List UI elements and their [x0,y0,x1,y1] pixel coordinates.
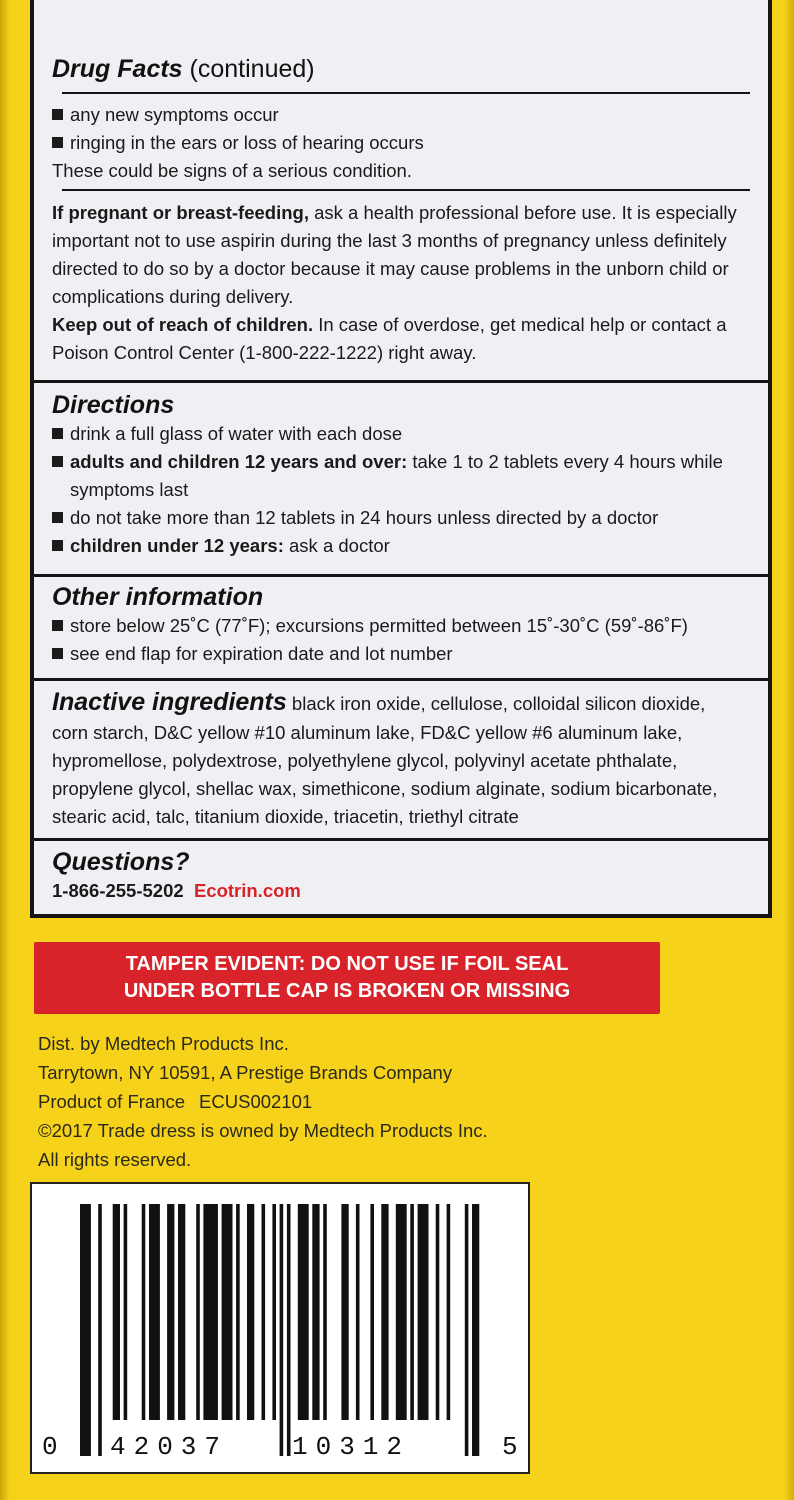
bullet-square-icon [52,428,63,439]
barcode-bar [149,1204,160,1420]
drug-facts-title-suffix: (continued) [189,55,315,83]
origin-text: Product of France [38,1091,186,1112]
ingredient-text: black iron oxide, cellulose, colloidal silicon dioxide, [286,693,706,714]
list-item [52,101,750,129]
barcode-bar [356,1204,360,1420]
list-item [52,504,750,532]
drug-facts-panel [30,0,772,918]
distribution-info [38,1029,488,1174]
divider [62,92,750,94]
barcode-bar [98,1204,102,1456]
drug-facts-title-text: Drug Facts [52,55,183,83]
barcode-bar [124,1204,128,1420]
text-span: ask a health professional before use. It is especially [308,202,737,223]
section-divider [34,574,768,577]
barcode-bar [272,1204,276,1420]
directions-section [52,390,750,560]
section-divider [34,678,768,681]
drug-facts-title [52,54,750,84]
barcode-bar [298,1204,309,1420]
info-text: see end flap for expiration date and lot number [70,643,453,664]
other-info-section [52,582,750,668]
barcode-bar [142,1204,146,1420]
barcode-bar [410,1204,414,1420]
inactive-ingredients-title: Inactive ingredients [52,688,287,716]
dist-line: All rights reserved. [38,1149,192,1170]
barcode-bar [312,1204,319,1420]
direction-text: ask a doctor [283,535,390,556]
warning-note: These could be signs of a serious condition. [52,160,412,181]
phone-number: 1-866-255-5202 [52,880,184,901]
barcode-digits-left: 42037 [110,1432,229,1462]
barcode-bar [113,1204,120,1420]
dist-line: ©2017 Trade dress is owned by Medtech Products Inc. [38,1120,488,1141]
barcode-bar [247,1204,254,1420]
ingredient-text: corn starch, D&C yellow #10 aluminum lake, FD&C yellow #6 aluminum lake, [52,722,683,743]
barcode-bar [178,1204,185,1420]
ingredient-text: propylene glycol, shellac wax, simethicone, sodium alginate, sodium bicarbonate, [52,778,718,799]
barcode-bar [280,1204,284,1456]
barcode-bar [465,1204,469,1456]
tamper-line: UNDER BOTTLE CAP IS BROKEN OR MISSING [123,980,571,1002]
ingredient-text: stearic acid, talc, titanium dioxide, triacetin, triethyl citrate [52,806,519,827]
direction-text: drink a full glass of water with each dose [70,423,403,444]
barcode-bar [167,1204,174,1420]
warnings-list [52,101,750,185]
barcode-bar [287,1204,291,1456]
bullet-square-icon [52,137,63,148]
barcode-bar [236,1204,240,1420]
barcode-bar [80,1204,91,1456]
barcode-digit-first: 0 [42,1432,58,1462]
bold-label: adults and children 12 years and over: [70,451,408,472]
text-line: important not to use aspirin during the last 3 months of pregnancy unless definitely [52,230,727,251]
text-line [52,311,750,339]
list-item [52,532,750,560]
other-info-title: Other information [52,583,264,611]
bold-label: Keep out of reach of children. [52,314,314,335]
text-line: complications during delivery. [52,286,294,307]
inactive-ingredients-section [52,687,750,831]
questions-section [52,847,750,905]
barcode-digit-last: 5 [502,1432,518,1462]
list-item [52,612,750,640]
bold-label: children under 12 years: [70,535,284,556]
text-line: Poison Control Center (1-800-222-1222) right away. [52,342,477,363]
barcode-bar [262,1204,266,1420]
barcode-bar [323,1204,327,1420]
tamper-evident-banner [34,942,660,1014]
text-line [52,687,750,719]
list-item [52,448,750,476]
barcode-digits-right: 10312 [292,1432,411,1462]
barcode-bar [196,1204,200,1420]
dist-line: Dist. by Medtech Products Inc. [38,1033,289,1054]
barcode-bar [203,1204,218,1420]
upc-barcode [30,1182,530,1474]
questions-title: Questions? [52,848,190,876]
bullet-square-icon [52,540,63,551]
dist-line: Tarrytown, NY 10591, A Prestige Brands Company [38,1062,453,1083]
text-span: In case of overdose, get medical help or contact a [313,314,727,335]
list-item [52,129,750,157]
barcode-bar [370,1204,374,1420]
bold-label: If pregnant or breast-feeding, [52,202,309,223]
barcode-bar [341,1204,348,1420]
divider [62,189,750,191]
barcode-bar [381,1204,388,1420]
box-edge-left [0,0,10,1500]
tamper-line: TAMPER EVIDENT: DO NOT USE IF FOIL SEAL [125,953,569,975]
product-code: ECUS002101 [199,1091,313,1112]
barcode-bar [436,1204,440,1420]
bullet-square-icon [52,620,63,631]
pregnancy-warning [52,199,750,367]
barcode-bar [447,1204,451,1420]
direction-text: do not take more than 12 tablets in 24 hours unless directed by a doctor [70,507,659,528]
barcode-bar [222,1204,233,1420]
drug-facts-header [52,54,750,84]
text-line [52,199,750,227]
list-item [52,640,750,668]
text-line: directed to do so by a doctor because it may cause problems in the unborn child or [52,258,729,279]
barcode-bar [472,1204,479,1456]
section-divider [34,838,768,841]
barcode-bar [396,1204,407,1420]
ingredient-text: hypromellose, polydextrose, polyethylene glycol, polyvinyl acetate phthalate, [52,750,678,771]
direction-text: symptoms last [70,479,189,500]
bullet-square-icon [52,109,63,120]
info-text: store below 25˚C (77˚F); excursions permitted between 15˚-30˚C (59˚-86˚F) [70,615,688,636]
dist-line [38,1087,488,1116]
box-edge-right [784,0,794,1500]
barcode-bars [80,1204,479,1456]
barcode-graphic [32,1184,528,1472]
website-link[interactable]: Ecotrin.com [193,880,301,901]
warning-text: any new symptoms occur [70,104,279,125]
bullet-square-icon [52,512,63,523]
bullet-square-icon [52,456,63,467]
list-item [52,420,750,448]
directions-title: Directions [52,391,175,419]
direction-text: take 1 to 2 tablets every 4 hours while [407,451,723,472]
barcode-bar [418,1204,429,1420]
bullet-square-icon [52,648,63,659]
warning-text: ringing in the ears or loss of hearing occurs [70,132,424,153]
contact-line [52,877,750,905]
section-divider [34,380,768,383]
